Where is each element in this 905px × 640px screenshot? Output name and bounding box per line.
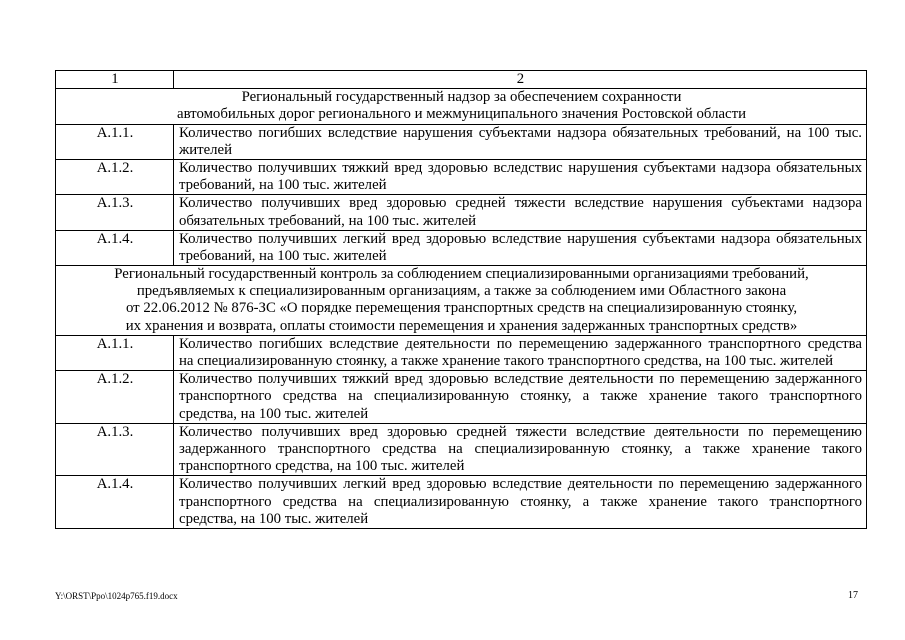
indicator-description-line: Количество получивших легкий вред здоровью вследствие нарушения субъектами надзора обязательных	[179, 230, 862, 247]
indicator-code: А.1.3.	[56, 423, 174, 476]
page-number: 17	[848, 590, 858, 601]
indicator-description-line: Количество получивших тяжкий вред здоровью вследствие деятельности по перемещению задержанного	[179, 371, 862, 388]
indicator-code: А.1.4.	[56, 230, 174, 265]
indicator-description-line: транспортного средства на специализированную стоянку, а также хранение такого транспортного	[179, 388, 862, 405]
indicator-description-line: задержанного транспортного средства на специализированную стоянку, а также хранение такого	[179, 440, 862, 457]
indicator-description	[174, 371, 867, 424]
indicator-description-line: жителей	[179, 141, 233, 158]
table-row	[56, 195, 867, 230]
section-heading-row	[56, 266, 867, 336]
indicator-description	[174, 159, 867, 194]
table-row	[56, 423, 867, 476]
indicator-description-line: требований, на 100 тыс. жителей	[179, 177, 387, 194]
table-row	[56, 230, 867, 265]
column-number-1: 1	[56, 71, 174, 89]
indicator-description-line: требований, на 100 тыс. жителей	[179, 247, 387, 264]
section-heading	[56, 266, 867, 336]
section-heading-row	[56, 89, 867, 124]
table-row	[56, 476, 867, 529]
indicator-description-line: Количество получивших легкий вред здоровью вследствие деятельности по перемещению задержанного	[179, 476, 862, 493]
section-heading-line: Региональный государственный надзор за обеспечением сохранности	[241, 89, 682, 106]
indicator-code: А.1.2.	[56, 371, 174, 424]
table-row	[56, 159, 867, 194]
section-heading-line: их хранения и возврата, оплаты стоимости перемещения и хранения задержанных транспортных средств»	[125, 317, 798, 334]
footer-file-path: Y:\ORST\Ppo\1024p765.f19.docx	[55, 591, 178, 601]
table-row	[56, 124, 867, 159]
indicator-description	[174, 476, 867, 529]
indicator-code: А.1.2.	[56, 159, 174, 194]
indicator-description-line: обязательных требований, на 100 тыс. жителей	[179, 212, 477, 229]
column-number-row	[56, 71, 867, 89]
column-number-2: 2	[174, 71, 867, 89]
section-heading	[56, 89, 867, 124]
indicator-description-line: на специализированную стоянку, а также хранение такого транспортного средства, на 100 тыс. жителей	[179, 353, 834, 370]
indicator-description-line: Количество получивших вред здоровью средней тяжести вследствие деятельности по перемещению	[179, 423, 862, 440]
indicator-description	[174, 124, 867, 159]
indicator-description-line: Количество получивших тяжкий вред здоровью вследствис нарушения субъектами надзора обязательных	[179, 159, 862, 176]
table-row	[56, 371, 867, 424]
table-row	[56, 335, 867, 370]
indicator-description-line: транспортного средства, на 100 тыс. жителей	[179, 458, 465, 475]
indicator-description	[174, 423, 867, 476]
indicator-description-line: Количество погибших вследствие деятельности по перемещению задержанного транспортного средства	[179, 335, 862, 352]
indicator-code: А.1.4.	[56, 476, 174, 529]
indicator-code: А.1.1.	[56, 335, 174, 370]
table-body	[56, 89, 867, 529]
indicator-code: А.1.3.	[56, 195, 174, 230]
table-header	[56, 71, 867, 89]
indicator-description-line: Количество получивших вред здоровью средней тяжести вследствие нарушения субъектами надзора	[179, 195, 862, 212]
indicator-description-line: транспортного средства на специализированную стоянку, а также хранение такого транспортного	[179, 493, 862, 510]
section-heading-line: Региональный государственный контроль за соблюдением специализированными организациями требований,	[114, 266, 809, 283]
section-heading-line: предъявляемых к специализированным организациям, а также за соблюдением ими Областного закона	[136, 283, 787, 300]
indicator-description	[174, 335, 867, 370]
indicator-code: А.1.1.	[56, 124, 174, 159]
indicator-description-line: средства, на 100 тыс. жителей	[179, 405, 369, 422]
indicator-description-line: средства, на 100 тыс. жителей	[179, 510, 369, 527]
indicators-table	[55, 70, 867, 529]
section-heading-line: от 22.06.2012 № 876-ЗС «О порядке перемещения транспортных средств на специализированную стоянку,	[125, 300, 798, 317]
section-heading-line: автомобильных дорог регионального и межмуниципального значения Ростовской области	[177, 106, 746, 123]
indicator-description-line: Количество погибших вследствие нарушения субъектами надзора обязательных требований, на 100 тыс.	[179, 124, 862, 141]
indicator-description	[174, 195, 867, 230]
indicator-description	[174, 230, 867, 265]
